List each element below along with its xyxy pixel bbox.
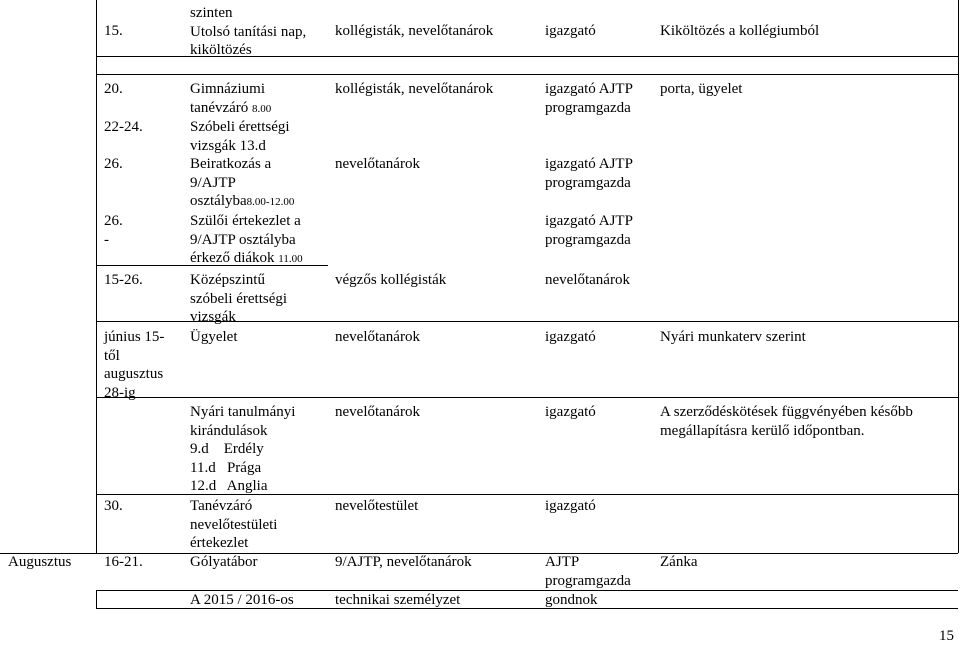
row7-date-line2: től xyxy=(104,347,120,364)
row6-event-line2: szóbeli érettségi xyxy=(190,290,288,307)
row7-date-line4: 28-ig xyxy=(104,384,136,401)
row2-event xyxy=(190,80,271,118)
row8-event-line1: Nyári tanulmányi xyxy=(190,404,296,420)
row4-event-line1: Beiratkozás a xyxy=(190,156,272,172)
row5-date xyxy=(104,212,123,249)
row9-responsible: igazgató xyxy=(545,498,596,514)
row3-event-line1: Szóbeli érettségi xyxy=(190,119,290,135)
row4-responsible-line2: programgazda xyxy=(545,174,631,191)
row6-event-line1: Középszintű xyxy=(190,272,265,288)
row3-event xyxy=(190,118,290,155)
row2-event-time: 8.00 xyxy=(252,102,272,115)
row11-participants: technikai személyzet xyxy=(335,592,461,608)
row2-date: 20. xyxy=(104,81,123,97)
row7-responsible: igazgató xyxy=(545,329,596,345)
row10-month: Augusztus xyxy=(8,554,72,570)
row2-note: porta, ügyelet xyxy=(660,81,743,97)
row5-event xyxy=(190,212,303,269)
row2-event-line1: Gimnáziumi xyxy=(190,81,265,97)
row1-participants: kollégisták, nevelőtanárok xyxy=(335,23,494,39)
row8-note-line2: megállapításra kerülő időpontban. xyxy=(660,422,865,439)
row4-event-line2: 9/AJTP xyxy=(190,174,236,191)
row4-event xyxy=(190,155,294,212)
row8-note xyxy=(660,403,913,440)
row1-date: 15. xyxy=(104,23,123,39)
row6-responsible: nevelőtanárok xyxy=(545,272,630,288)
table-border-right xyxy=(958,0,959,553)
row1-responsible: igazgató xyxy=(545,23,596,39)
row11-responsible: gondnok xyxy=(545,592,598,608)
row6-event xyxy=(190,271,287,327)
row10-event: Gólyatábor xyxy=(190,554,258,570)
row7-note: Nyári munkaterv szerint xyxy=(660,329,806,345)
row1-note: Kiköltözés a kollégiumból xyxy=(660,23,820,39)
row2-event-line2: tanévzáró 8.00 xyxy=(190,99,272,116)
row10-participants: 9/AJTP, nevelőtanárok xyxy=(335,554,472,570)
row5-event-time: 11.00 xyxy=(278,253,303,265)
row5-event-line3: érkező diákok 11.00 xyxy=(190,250,303,266)
row10-responsible-line1: AJTP xyxy=(545,554,580,570)
row6-event-line3: vizsgák xyxy=(190,309,236,325)
row9-event-line2: nevelőtestületi xyxy=(190,516,278,533)
row9-event-line1: Tanévzáró xyxy=(190,498,253,514)
row2-responsible-line1: igazgató AJTP xyxy=(545,81,633,97)
row5-responsible-line1: igazgató AJTP xyxy=(545,213,633,229)
row8-event xyxy=(190,403,295,496)
row4-responsible xyxy=(545,155,633,192)
row10-date: 16-21. xyxy=(104,554,143,570)
row1-event xyxy=(190,4,306,60)
row10-responsible-line2: programgazda xyxy=(545,572,631,589)
row5-date-line2: - xyxy=(104,231,109,248)
row3-date: 22-24. xyxy=(104,119,143,135)
row1-event-line2: kiköltözés xyxy=(190,42,252,58)
row9-participants: nevelőtestület xyxy=(335,498,419,514)
row10-note: Zánka xyxy=(660,554,698,570)
row3-event-line2: vizsgák 13.d xyxy=(190,137,266,154)
row5-date-line1: 26. xyxy=(104,213,123,229)
row5-responsible-line2: programgazda xyxy=(545,231,631,248)
row2-responsible-line2: programgazda xyxy=(545,99,631,116)
row-divider xyxy=(0,553,958,554)
row9-event xyxy=(190,497,277,553)
row7-participants: nevelőtanárok xyxy=(335,329,420,345)
row-divider-top2 xyxy=(96,74,958,75)
table-border-left xyxy=(96,0,97,553)
row8-event-line4: 11.d Prága xyxy=(190,459,262,476)
row1-event-pre: szinten xyxy=(190,5,233,21)
page-number: 15 xyxy=(939,628,954,644)
row8-note-line1: A szerződéskötések függvényében később xyxy=(660,404,913,420)
row7-date-line1: június 15- xyxy=(104,329,165,345)
row6-participants: végzős kollégisták xyxy=(335,272,447,288)
row10-responsible xyxy=(545,553,631,590)
row6-date: 15-26. xyxy=(104,272,143,288)
row9-date: 30. xyxy=(104,498,123,514)
row7-event: Ügyelet xyxy=(190,329,238,345)
row8-event-line2: kirándulások xyxy=(190,422,268,439)
row8-event-line3: 9.d Erdély xyxy=(190,441,264,457)
row4-date: 26. xyxy=(104,156,123,172)
row2-responsible xyxy=(545,80,633,117)
row4-event-line3: osztályba8.00-12.00 xyxy=(190,193,295,209)
row4-participants: nevelőtanárok xyxy=(335,156,420,172)
row9-event-line3: értekezlet xyxy=(190,535,249,551)
row5-event-line1: Szülői értekezlet a xyxy=(190,213,301,229)
row11-event: A 2015 / 2016-os xyxy=(190,592,294,608)
row4-responsible-line1: igazgató AJTP xyxy=(545,156,633,172)
row4-event-time: 8.00-12.00 xyxy=(246,196,295,208)
row5-event-line2: 9/AJTP osztályba xyxy=(190,231,296,248)
row-divider xyxy=(96,397,958,398)
row8-participants: nevelőtanárok xyxy=(335,404,420,420)
row2-participants: kollégisták, nevelőtanárok xyxy=(335,81,494,97)
row7-date-line3: augusztus xyxy=(104,366,164,382)
row5-responsible xyxy=(545,212,633,249)
row8-event-line5: 12.d Anglia xyxy=(190,478,268,494)
row8-responsible: igazgató xyxy=(545,404,596,420)
table-border-left-lower xyxy=(96,590,97,608)
row1-event-line1: Utolsó tanítási nap, xyxy=(190,23,307,40)
row7-date xyxy=(104,328,164,402)
